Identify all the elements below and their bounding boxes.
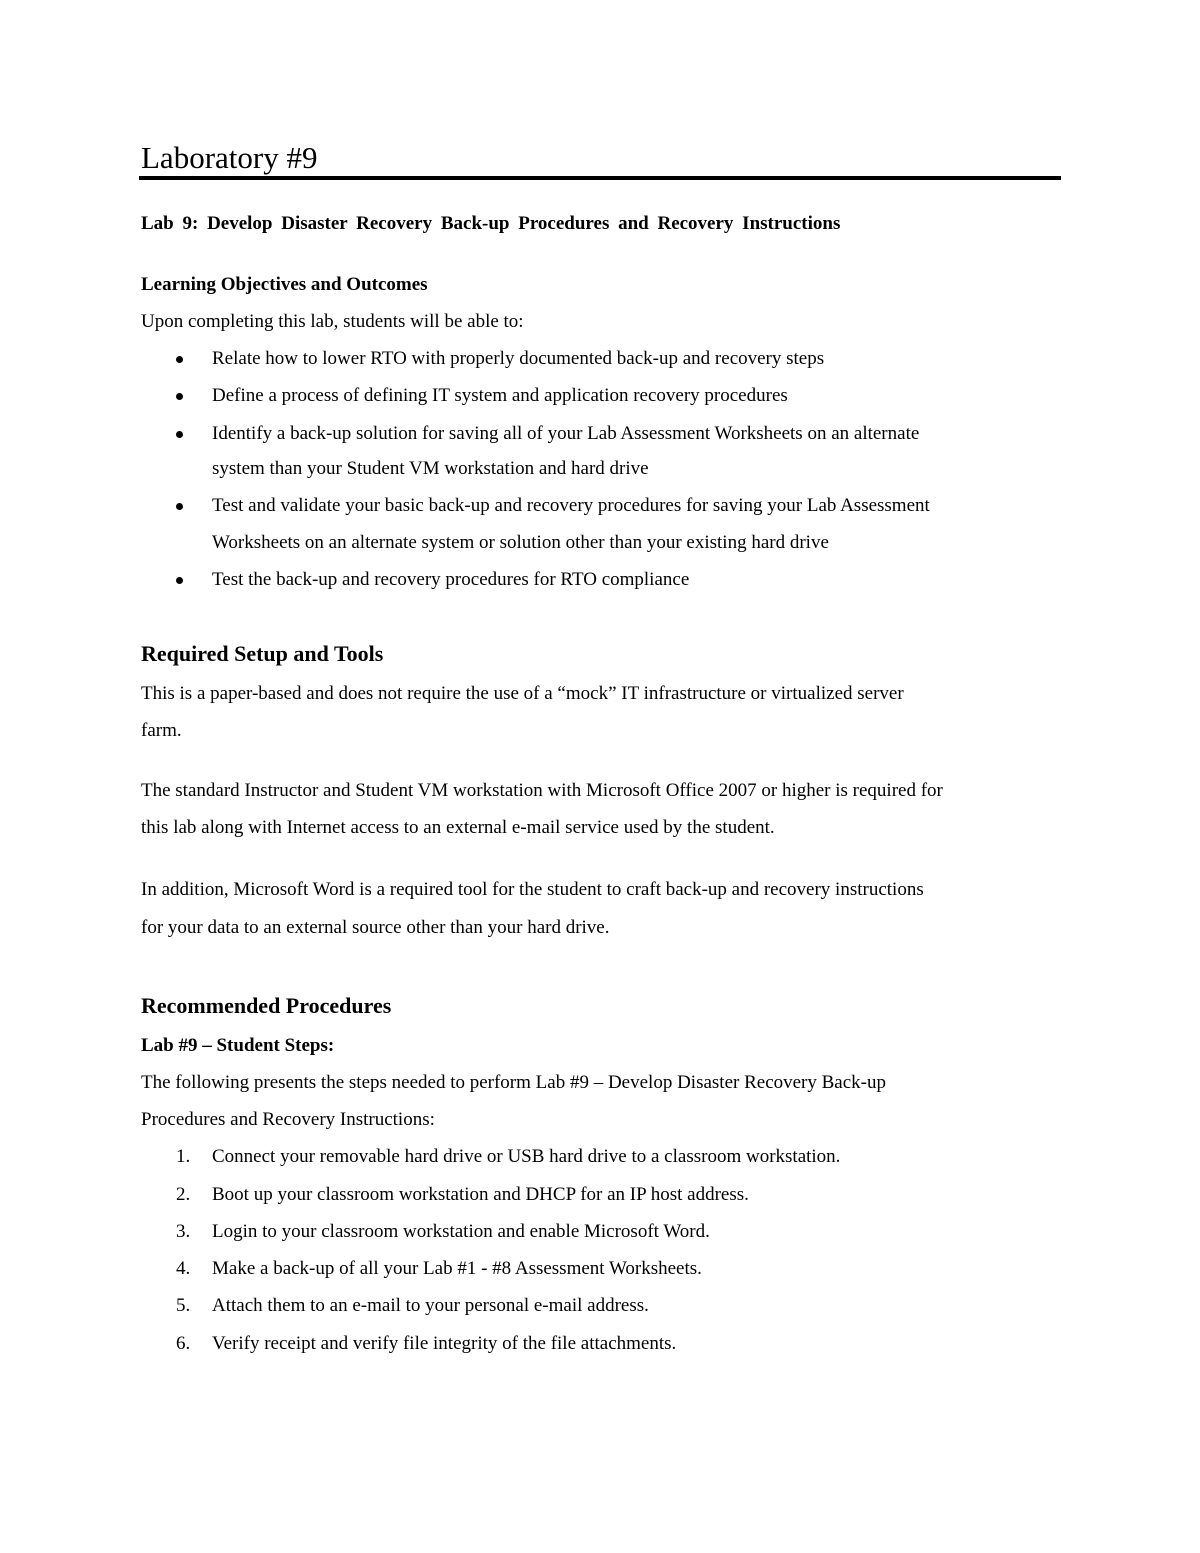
objective-text: Identify a back-up solution for saving all of your Lab Assessment Worksheets on an alternate [212, 423, 920, 444]
step-text: Boot up your classroom workstation and DHCP for an IP host address. [212, 1184, 749, 1205]
step-number: 4. [176, 1258, 191, 1279]
step-number: 3. [176, 1221, 191, 1242]
step-text: Login to your classroom workstation and enable Microsoft Word. [212, 1221, 710, 1242]
step-number: 6. [176, 1333, 191, 1354]
setup-paragraph-3: In addition, Microsoft Word is a required tool for the student to craft back-up and recovery instructions [141, 879, 924, 900]
step-number: 1. [176, 1146, 191, 1167]
procedures-heading: Recommended Procedures [141, 993, 392, 1018]
objective-text: Test and validate your basic back-up and recovery procedures for saving your Lab Assessment [212, 495, 930, 516]
bullet-icon [176, 393, 183, 400]
objective-text: Relate how to lower RTO with properly documented back-up and recovery steps [212, 348, 825, 369]
bullet-icon [176, 431, 183, 438]
step-number: 2. [176, 1184, 191, 1205]
setup-paragraph-2: The standard Instructor and Student VM workstation with Microsoft Office 2007 or higher is required for [141, 780, 943, 801]
step-text: Make a back-up of all your Lab #1 - #8 Assessment Worksheets. [212, 1258, 702, 1279]
setup-heading: Required Setup and Tools [141, 641, 384, 666]
page-title: Laboratory #9 [141, 140, 318, 175]
procedures-intro: The following presents the steps needed to perform Lab #9 – Develop Disaster Recovery Back-up [141, 1072, 886, 1093]
step-text: Verify receipt and verify file integrity of the file attachments. [212, 1333, 677, 1354]
lab-heading: Lab 9: Develop Disaster Recovery Back-up Procedures and Recovery Instructions [141, 213, 841, 234]
bullet-icon [176, 577, 183, 584]
setup-paragraph-2-continued: this lab along with Internet access to an external e-mail service used by the student. [141, 817, 775, 838]
bullet-icon [176, 503, 183, 510]
objective-text-continued: Worksheets on an alternate system or solution other than your existing hard drive [212, 532, 829, 553]
step-text: Attach them to an e-mail to your personal e-mail address. [212, 1295, 649, 1316]
title-rule [139, 176, 1061, 180]
setup-paragraph-3-continued: for your data to an external source other than your hard drive. [141, 917, 610, 938]
procedures-intro-continued: Procedures and Recovery Instructions: [141, 1109, 435, 1130]
step-text: Connect your removable hard drive or USB hard drive to a classroom workstation. [212, 1146, 841, 1167]
procedures-subheading: Lab #9 – Student Steps: [141, 1035, 335, 1056]
setup-paragraph-1: This is a paper-based and does not require the use of a “mock” IT infrastructure or virtualized server [141, 683, 904, 704]
step-number: 5. [176, 1295, 191, 1316]
objective-text: Define a process of defining IT system and application recovery procedures [212, 385, 788, 406]
bullet-icon [176, 356, 183, 363]
objective-text-continued: system than your Student VM workstation and hard drive [212, 458, 649, 479]
objective-text: Test the back-up and recovery procedures for RTO compliance [212, 569, 690, 590]
setup-paragraph-1-continued: farm. [141, 720, 182, 741]
objectives-heading: Learning Objectives and Outcomes [141, 274, 428, 295]
objectives-intro: Upon completing this lab, students will be able to: [141, 311, 524, 332]
